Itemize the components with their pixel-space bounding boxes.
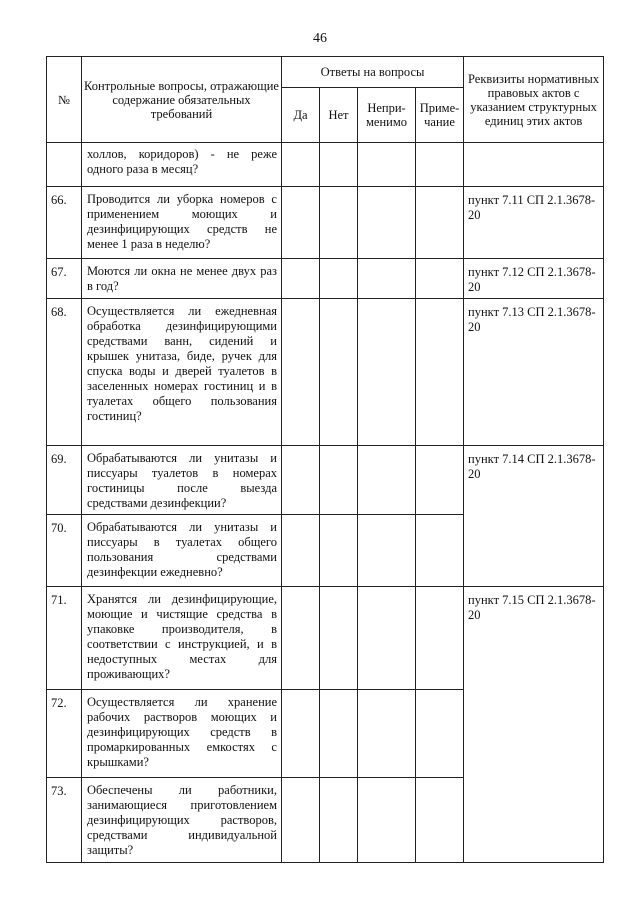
answer-na-cell[interactable] xyxy=(358,446,416,515)
row-number: 68. xyxy=(47,299,82,446)
table-row xyxy=(47,587,604,690)
answer-note-cell[interactable] xyxy=(416,259,464,299)
answer-yes-cell[interactable] xyxy=(282,690,320,778)
question-cell: Обрабатываются ли унитазы и писсуары в туалетах общего пользования средствами дезинфекции ежедневно? xyxy=(82,515,282,587)
answer-no-cell[interactable] xyxy=(320,446,358,515)
answer-yes-cell[interactable] xyxy=(282,446,320,515)
answer-yes-cell[interactable] xyxy=(282,778,320,863)
question-cell: Осуществляется ли ежедневная обработка дезинфицирующими средствами ванн, сидений и крышек унитаза, биде, ручек для спуска воды и дверей туалетов в заселенных номерах гостиниц и в туалетах общего пользования гостиниц? xyxy=(82,299,282,446)
answer-na-cell[interactable] xyxy=(358,515,416,587)
question-cell: Моются ли окна не менее двух раз в год? xyxy=(82,259,282,299)
answer-na-cell[interactable] xyxy=(358,187,416,259)
ref-cell: пункт 7.13 СП 2.1.3678-20 xyxy=(464,299,604,446)
answer-na-cell[interactable] xyxy=(358,259,416,299)
header-no: Нет xyxy=(320,88,358,143)
header-num: № xyxy=(47,57,82,143)
answer-yes-cell[interactable] xyxy=(282,299,320,446)
answer-no-cell[interactable] xyxy=(320,778,358,863)
row-number: 73. xyxy=(47,778,82,863)
header-answers: Ответы на вопросы xyxy=(282,57,464,88)
answer-yes-cell[interactable] xyxy=(282,587,320,690)
answer-yes-cell[interactable] xyxy=(282,515,320,587)
checklist-table xyxy=(46,56,604,863)
answer-no-cell[interactable] xyxy=(320,299,358,446)
ref-cell: пункт 7.15 СП 2.1.3678-20 xyxy=(464,587,604,863)
answer-no-cell[interactable] xyxy=(320,690,358,778)
row-number: 67. xyxy=(47,259,82,299)
row-number: 66. xyxy=(47,187,82,259)
answer-note-cell[interactable] xyxy=(416,515,464,587)
header-questions: Контрольные вопросы, отражающие содержание обязательных требований xyxy=(82,57,282,143)
answer-yes-cell[interactable] xyxy=(282,187,320,259)
table-row xyxy=(47,299,604,446)
table-row xyxy=(47,259,604,299)
header-requisites: Реквизиты нормативных правовых актов с указанием структурных единиц этих актов xyxy=(464,57,604,143)
table-row xyxy=(47,446,604,515)
answer-note-cell[interactable] xyxy=(416,587,464,690)
question-cell: холлов, коридоров) - не реже одного раза в месяц? xyxy=(82,143,282,187)
page-number: 46 xyxy=(313,31,327,46)
row-number: 70. xyxy=(47,515,82,587)
answer-no-cell[interactable] xyxy=(320,259,358,299)
answer-yes-cell[interactable] xyxy=(282,143,320,187)
table-row-continuation xyxy=(47,143,604,187)
ref-cell: пункт 7.14 СП 2.1.3678-20 xyxy=(464,446,604,587)
answer-no-cell[interactable] xyxy=(320,187,358,259)
ref-cell: пункт 7.12 СП 2.1.3678-20 xyxy=(464,259,604,299)
header-note: Приме-чание xyxy=(416,88,464,143)
answer-no-cell[interactable] xyxy=(320,587,358,690)
answer-note-cell[interactable] xyxy=(416,299,464,446)
ref-cell xyxy=(464,143,604,187)
answer-na-cell[interactable] xyxy=(358,778,416,863)
question-cell: Осуществляется ли хранение рабочих растворов моющих и дезинфицирующих средств в промаркированных емкостях с крышками? xyxy=(82,690,282,778)
answer-na-cell[interactable] xyxy=(358,690,416,778)
table-row xyxy=(47,187,604,259)
row-number: 71. xyxy=(47,587,82,690)
answer-na-cell[interactable] xyxy=(358,587,416,690)
answer-yes-cell[interactable] xyxy=(282,259,320,299)
answer-note-cell[interactable] xyxy=(416,187,464,259)
answer-note-cell[interactable] xyxy=(416,690,464,778)
row-number: 69. xyxy=(47,446,82,515)
row-number: 72. xyxy=(47,690,82,778)
answer-na-cell[interactable] xyxy=(358,143,416,187)
ref-cell: пункт 7.11 СП 2.1.3678-20 xyxy=(464,187,604,259)
table-header xyxy=(47,57,604,143)
answer-note-cell[interactable] xyxy=(416,778,464,863)
question-cell: Хранятся ли дезинфицирующие, моющие и чистящие средства в упаковке производителя, в соответствии с инструкцией, и в недоступных местах для проживающих? xyxy=(82,587,282,690)
num-cell xyxy=(47,143,82,187)
question-cell: Проводится ли уборка номеров с применением моющих и дезинфицирующих средств не менее 1 раза в неделю? xyxy=(82,187,282,259)
question-cell: Обеспечены ли работники, занимающиеся приготовлением дезинфицирующих растворов, средствами индивидуальной защиты? xyxy=(82,778,282,863)
answer-na-cell[interactable] xyxy=(358,299,416,446)
header-not-applicable: Непри-менимо xyxy=(358,88,416,143)
answer-no-cell[interactable] xyxy=(320,143,358,187)
header-yes: Да xyxy=(282,88,320,143)
answer-no-cell[interactable] xyxy=(320,515,358,587)
answer-note-cell[interactable] xyxy=(416,143,464,187)
question-cell: Обрабатываются ли унитазы и писсуары туалетов в номерах гостиницы после выезда средствами дезинфекции? xyxy=(82,446,282,515)
answer-note-cell[interactable] xyxy=(416,446,464,515)
